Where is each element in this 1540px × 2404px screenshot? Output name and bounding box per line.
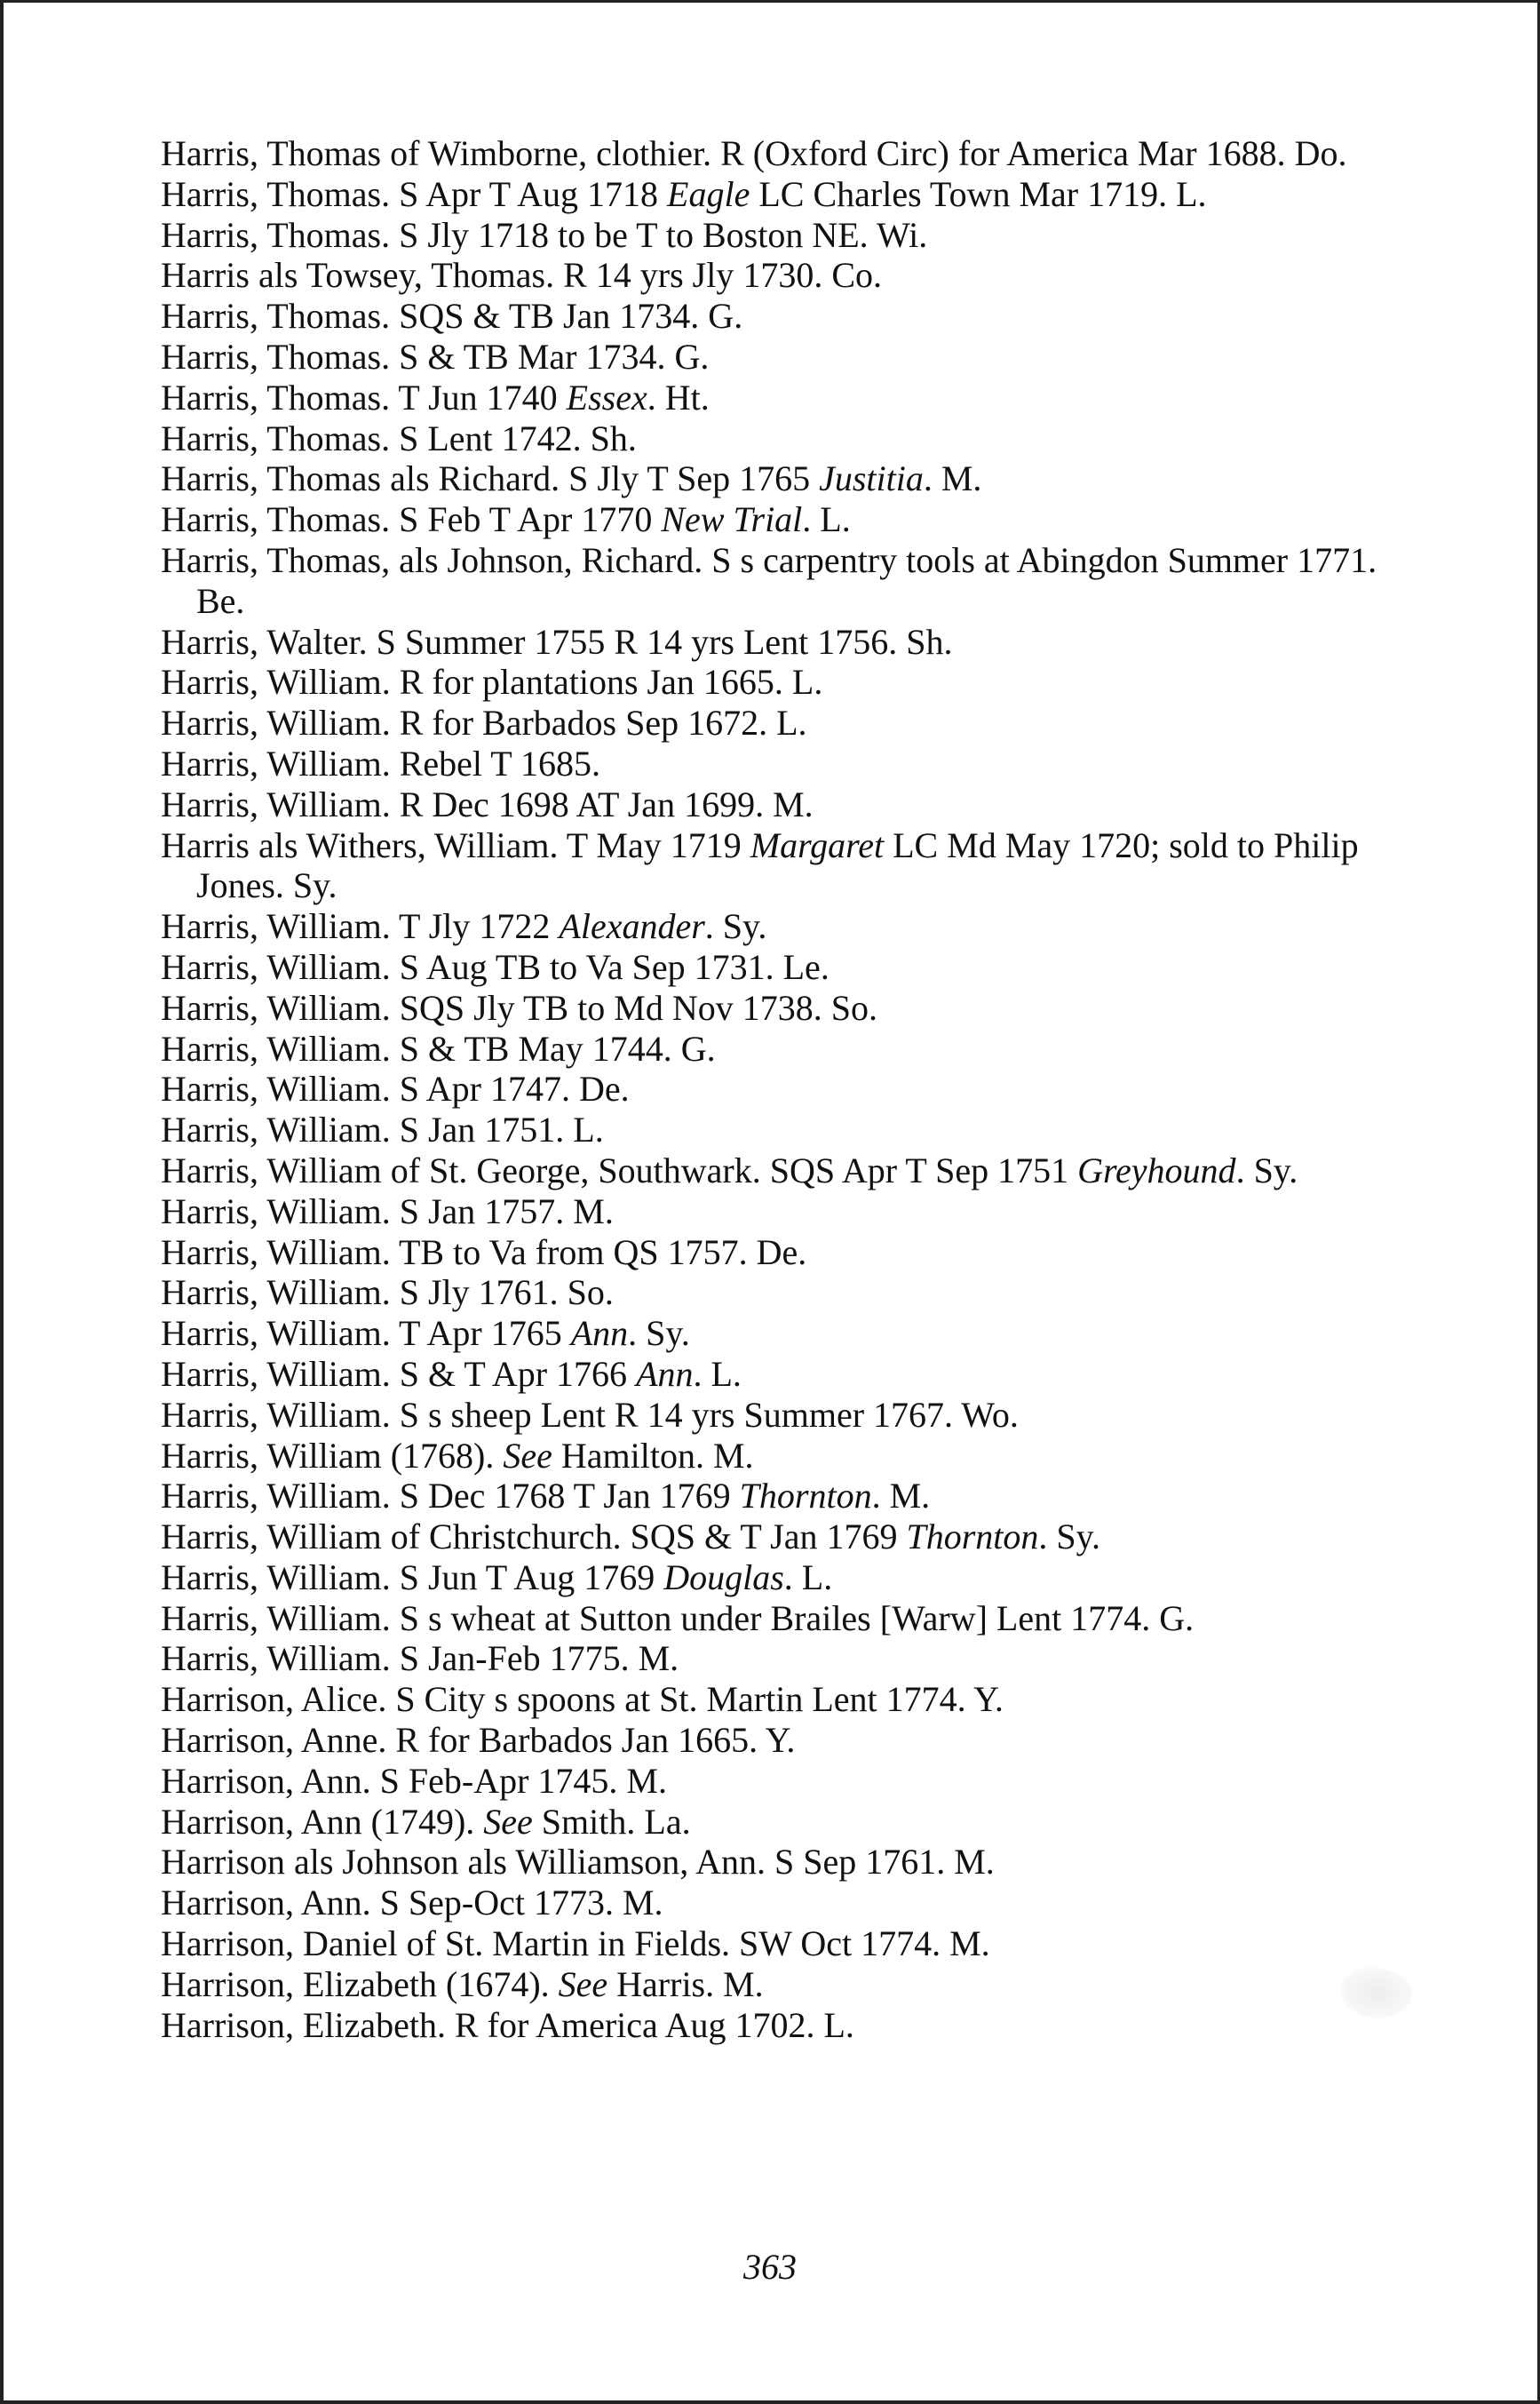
register-entry <box>161 540 1386 622</box>
register-entry <box>161 1110 1386 1150</box>
entry-italic-text: Justitia <box>819 458 924 499</box>
register-entry <box>161 378 1386 418</box>
entry-text: Harris, William. S Aug TB to Va Sep 1731. Le. <box>161 946 830 987</box>
entry-text: Harris, Thomas. SQS & TB Jan 1734. G. <box>161 296 743 337</box>
scan-border-left <box>0 0 4 2404</box>
entry-italic-text: Alexander <box>559 906 705 947</box>
entry-text-continued: . L. <box>802 499 851 540</box>
entry-italic-text: Margaret <box>750 824 885 865</box>
entry-text-continued: . M. <box>923 458 982 499</box>
register-entry <box>161 1191 1386 1232</box>
page-number: 363 <box>743 2247 797 2287</box>
entry-text: Harris, William. T Apr 1765 <box>161 1313 571 1354</box>
entry-italic-text: New Trial <box>661 499 803 540</box>
entry-text: Harris, Thomas als Richard. S Jly T Sep 1765 <box>161 458 820 499</box>
entry-text: Harrison, Ann. S Feb-Apr 1745. M. <box>161 1760 667 1801</box>
entry-italic-text: See <box>503 1435 552 1476</box>
entry-text: Harris, William. S Jly 1761. So. <box>161 1272 614 1313</box>
register-entry <box>161 133 1386 174</box>
register-entry <box>161 1232 1386 1273</box>
register-entry <box>161 744 1386 784</box>
entry-text: Harris, William. T Jly 1722 <box>161 906 560 947</box>
entry-text: Harrison, Anne. R for Barbados Jan 1665. Y. <box>161 1720 796 1761</box>
register-entry <box>161 1516 1386 1557</box>
entry-text-continued: . Ht. <box>647 377 710 418</box>
register-entry <box>161 906 1386 947</box>
entry-italic-text: Douglas <box>663 1556 784 1597</box>
register-entry <box>161 988 1386 1029</box>
entry-text: Harris, William. S Jan 1757. M. <box>161 1190 614 1231</box>
register-entry <box>161 947 1386 988</box>
entry-italic-text: Thornton <box>739 1476 872 1516</box>
register-entry <box>161 1354 1386 1395</box>
entry-text: Harris, Thomas, als Johnson, Richard. S s carpentry tools at Abingdon Summer 1771. Be. <box>161 539 1377 621</box>
entry-text-continued: . L. <box>783 1556 833 1597</box>
entry-text: Harris, William. R for Barbados Sep 1672. L. <box>161 703 807 744</box>
register-entry <box>161 337 1386 378</box>
register-entry <box>161 1842 1386 1883</box>
register-entry <box>161 458 1386 499</box>
entry-text: Harris, William. SQS Jly TB to Md Nov 1738. So. <box>161 987 877 1028</box>
entry-text: Harris, William. S & T Apr 1766 <box>161 1353 637 1394</box>
register-entry <box>161 215 1386 256</box>
entry-text: Harris, William. Rebel T 1685. <box>161 743 600 784</box>
entry-text-continued: . L. <box>693 1353 742 1394</box>
register-entry <box>161 1802 1386 1843</box>
entry-text: Harris, William. S Jun T Aug 1769 <box>161 1556 664 1597</box>
entry-italic-text: Thornton <box>906 1516 1039 1557</box>
entry-text: Harris, William (1768). <box>161 1435 504 1476</box>
entry-text-continued: Hamilton. M. <box>552 1435 754 1476</box>
register-entry <box>161 1272 1386 1313</box>
register-entry <box>161 1557 1386 1598</box>
entry-italic-text: Greyhound <box>1077 1150 1236 1190</box>
entry-text-continued: . Sy. <box>628 1313 690 1354</box>
entry-text: Harris, Thomas of Wimborne, clothier. R (Oxford Circ) for America Mar 1688. Do. <box>161 133 1347 173</box>
entry-text: Harris, William. R for plantations Jan 1665. L. <box>161 662 823 703</box>
entry-text: Harris, William. S s sheep Lent R 14 yrs Summer 1767. Wo. <box>161 1394 1019 1435</box>
register-entry <box>161 1029 1386 1070</box>
register-entry <box>161 255 1386 296</box>
entry-text: Harrison, Ann (1749). <box>161 1801 484 1842</box>
entry-text-continued: Harris. M. <box>607 1963 764 2004</box>
entry-text: Harris, Thomas. S Apr T Aug 1718 <box>161 173 668 214</box>
scan-border-bottom <box>0 2400 1540 2404</box>
entry-text-continued: LC Md May 1720; sold to Philip Jones. Sy. <box>196 824 1359 906</box>
register-entry <box>161 174 1386 215</box>
register-entry <box>161 2005 1386 2046</box>
entry-text-continued: . M. <box>871 1476 931 1516</box>
entry-text-continued: . Sy. <box>704 906 767 947</box>
register-entry <box>161 784 1386 825</box>
register-entry <box>161 1395 1386 1436</box>
entry-text: Harris, William. R Dec 1698 AT Jan 1699. M. <box>161 784 814 824</box>
entry-italic-text: Essex <box>566 377 647 418</box>
entry-text: Harris, Walter. S Summer 1755 R 14 yrs Lent 1756. Sh. <box>161 621 953 662</box>
entry-text: Harrison, Ann. S Sep-Oct 1773. M. <box>161 1883 663 1923</box>
entry-italic-text: See <box>483 1801 533 1842</box>
entry-text: Harris, Thomas. S Jly 1718 to be T to Boston NE. Wi. <box>161 214 928 255</box>
entry-text: Harris, William. S & TB May 1744. G. <box>161 1028 716 1069</box>
register-entry <box>161 1476 1386 1516</box>
entry-text-continued: LC Charles Town Mar 1719. L. <box>750 173 1207 214</box>
register-entry <box>161 825 1386 907</box>
register-entry <box>161 1883 1386 1923</box>
register-entry <box>161 1964 1386 2005</box>
entry-text-continued: . Sy. <box>1235 1150 1298 1190</box>
entry-text: Harris als Towsey, Thomas. R 14 yrs Jly 1730. Co. <box>161 255 882 296</box>
entry-text-continued: . Sy. <box>1038 1516 1101 1557</box>
register-entry <box>161 1679 1386 1720</box>
entry-text: Harris, Thomas. T Jun 1740 <box>161 377 567 418</box>
entry-text: Harrison, Elizabeth. R for America Aug 1702. L. <box>161 2004 854 2045</box>
register-entries <box>161 133 1386 2045</box>
entry-text: Harris, Thomas. S Lent 1742. Sh. <box>161 418 637 458</box>
register-entry <box>161 418 1386 459</box>
entry-text: Harris, William. TB to Va from QS 1757. De. <box>161 1231 807 1272</box>
entry-text: Harris, William. S Dec 1768 T Jan 1769 <box>161 1476 740 1516</box>
register-entry <box>161 662 1386 703</box>
register-entry <box>161 622 1386 663</box>
entry-text: Harrison als Johnson als Williamson, Ann. S Sep 1761. M. <box>161 1842 995 1883</box>
entry-italic-text: Ann <box>570 1313 629 1354</box>
entry-text: Harris, William. S Jan-Feb 1775. M. <box>161 1638 679 1679</box>
register-entry <box>161 499 1386 540</box>
entry-text-continued: Smith. La. <box>532 1801 691 1842</box>
entry-text: Harris, William of St. George, Southwark. SQS Apr T Sep 1751 <box>161 1150 1078 1190</box>
entry-text: Harris, William. S Apr 1747. De. <box>161 1069 630 1110</box>
entry-text: Harris, William. S Jan 1751. L. <box>161 1110 604 1150</box>
register-entry <box>161 1761 1386 1802</box>
register-entry <box>161 1598 1386 1639</box>
entry-text: Harrison, Daniel of St. Martin in Fields. SW Oct 1774. M. <box>161 1923 990 1964</box>
register-entry <box>161 296 1386 337</box>
entry-text: Harris als Withers, William. T May 1719 <box>161 824 750 865</box>
register-entry <box>161 1313 1386 1354</box>
entry-text: Harris, Thomas. S & TB Mar 1734. G. <box>161 336 710 377</box>
register-entry <box>161 1923 1386 1964</box>
entry-italic-text: Ann <box>636 1353 694 1394</box>
register-entry <box>161 1638 1386 1679</box>
entry-italic-text: Eagle <box>667 173 750 214</box>
entry-text: Harrison, Alice. S City s spoons at St. Martin Lent 1774. Y. <box>161 1679 1004 1720</box>
entry-italic-text: See <box>558 1963 608 2004</box>
register-entry <box>161 703 1386 744</box>
register-entry <box>161 1436 1386 1477</box>
register-entry <box>161 1150 1386 1191</box>
entry-text: Harris, William. S s wheat at Sutton under Brailes [Warw] Lent 1774. G. <box>161 1597 1195 1638</box>
register-entry <box>161 1720 1386 1761</box>
scan-border-top <box>0 0 1540 3</box>
entry-text: Harris, William of Christchurch. SQS & T Jan 1769 <box>161 1516 907 1557</box>
entry-text: Harris, Thomas. S Feb T Apr 1770 <box>161 499 662 540</box>
register-entry <box>161 1069 1386 1110</box>
entry-text: Harrison, Elizabeth (1674). <box>161 1963 559 2004</box>
